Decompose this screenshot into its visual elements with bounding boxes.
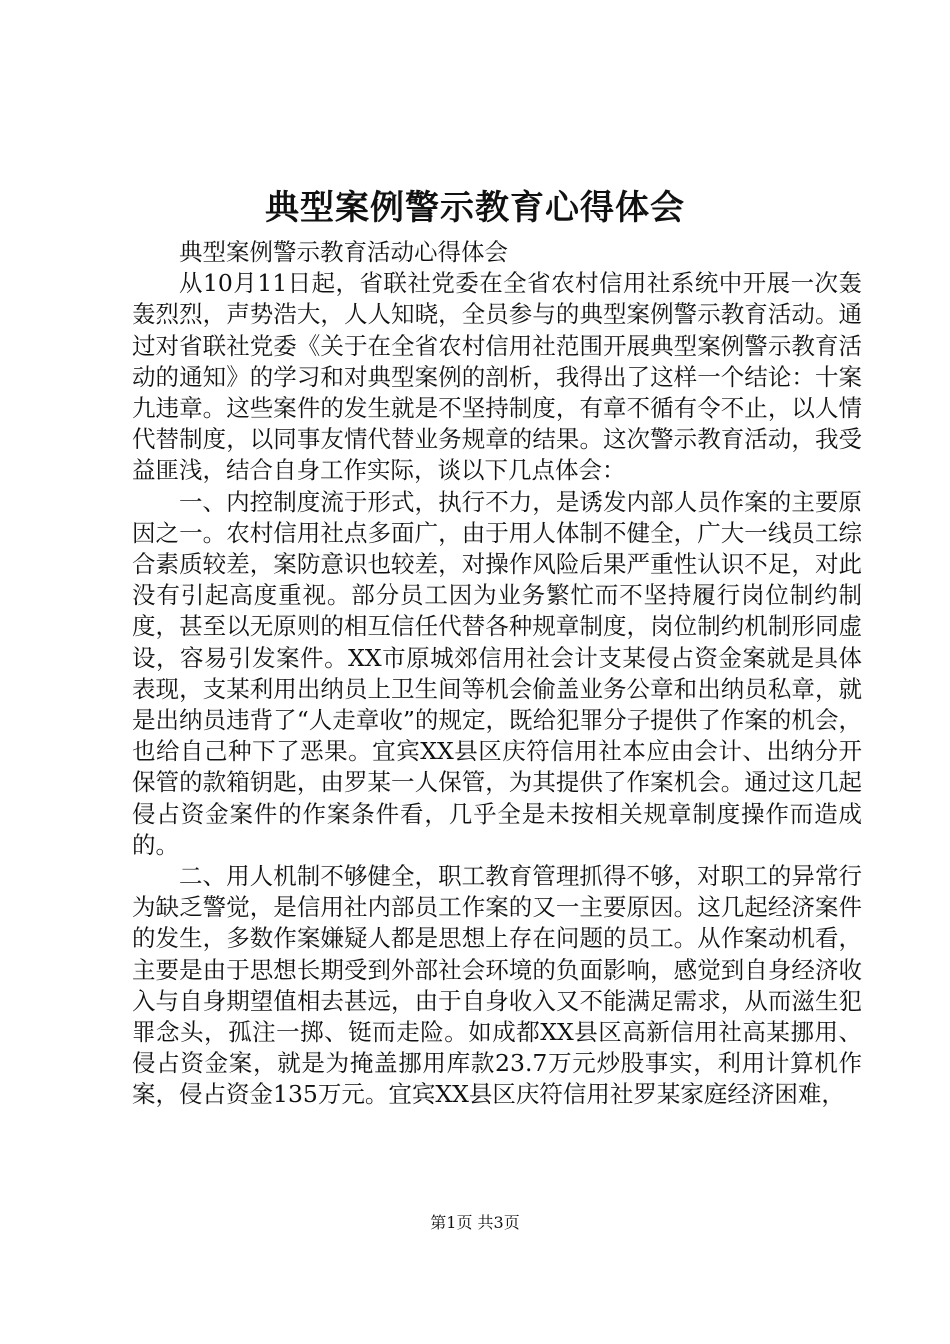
document-title: 典型案例警示教育心得体会 xyxy=(265,188,685,228)
subtitle-paragraph: 典型案例警示教育活动心得体会 xyxy=(179,238,508,266)
point-one-paragraph: 一、内控制度流于形式，执行不力，是诱发内部人员作案的主要原因之一。农村信用社点多面广，由于用人体制不健全，广大一线员工综合素质较差，案防意识也较差，对操作风险后果严重性认识不足，对此没有引起高度重视。部分员工因为业务繁忙而不坚持履行岗位制约制度，甚至以无原则的相互信任代替各种规章制度，岗位制约机制形同虚设，容易引发案件。XX市原城郊信用社会计支某侵占资金案就是具体表现，支某利用出纳员上卫生间等机会偷盖业务公章和出纳员私章，就是出纳员违背了“人走章收”的规定，既给犯罪分子提供了作案的机会，也给自己种下了恶果。宜宾XX县区庆符信用社本应由会计、出纳分开保管的款箱钥匙，由罗某一人保管，为其提供了作案机会。通过这几起侵占资金案件的作案条件看，几乎全是未按相关规章制度操作而造成的。 xyxy=(132,487,862,859)
document-body xyxy=(132,237,862,1111)
page-number-footer: 第1页 共3页 xyxy=(430,1213,520,1232)
intro-paragraph: 从10月11日起，省联社党委在全省农村信用社系统中开展一次轰轰烈烈，声势浩大，人人知晓，全员参与的典型案例警示教育活动。通过对省联社党委《关于在全省农村信用社范围开展典型案例警示教育活动的通知》的学习和对典型案例的剖析，我得出了这样一个结论：十案九违章。这些案件的发生就是不坚持制度，有章不循有令不止，以人情代替制度，以同事友情代替业务规章的结果。这次警示教育活动，我受益匪浅，结合自身工作实际，谈以下几点体会： xyxy=(132,269,862,485)
point-two-paragraph: 二、用人机制不够健全，职工教育管理抓得不够，对职工的异常行为缺乏警觉，是信用社内部员工作案的又一主要原因。这几起经济案件的发生，多数作案嫌疑人都是思想上存在问题的员工。从作案动机看，主要是由于思想长期受到外部社会环境的负面影响，感觉到自身经济收入与自身期望值相去甚远，由于自身收入又不能满足需求，从而滋生犯罪念头，孤注一掷、铤而走险。如成都XX县区高新信用社高某挪用、侵占资金案，就是为掩盖挪用库款23.7万元炒股事实，利用计算机作案，侵占资金135万元。宜宾XX县区庆符信用社罗某家庭经济困难， xyxy=(132,862,862,1109)
